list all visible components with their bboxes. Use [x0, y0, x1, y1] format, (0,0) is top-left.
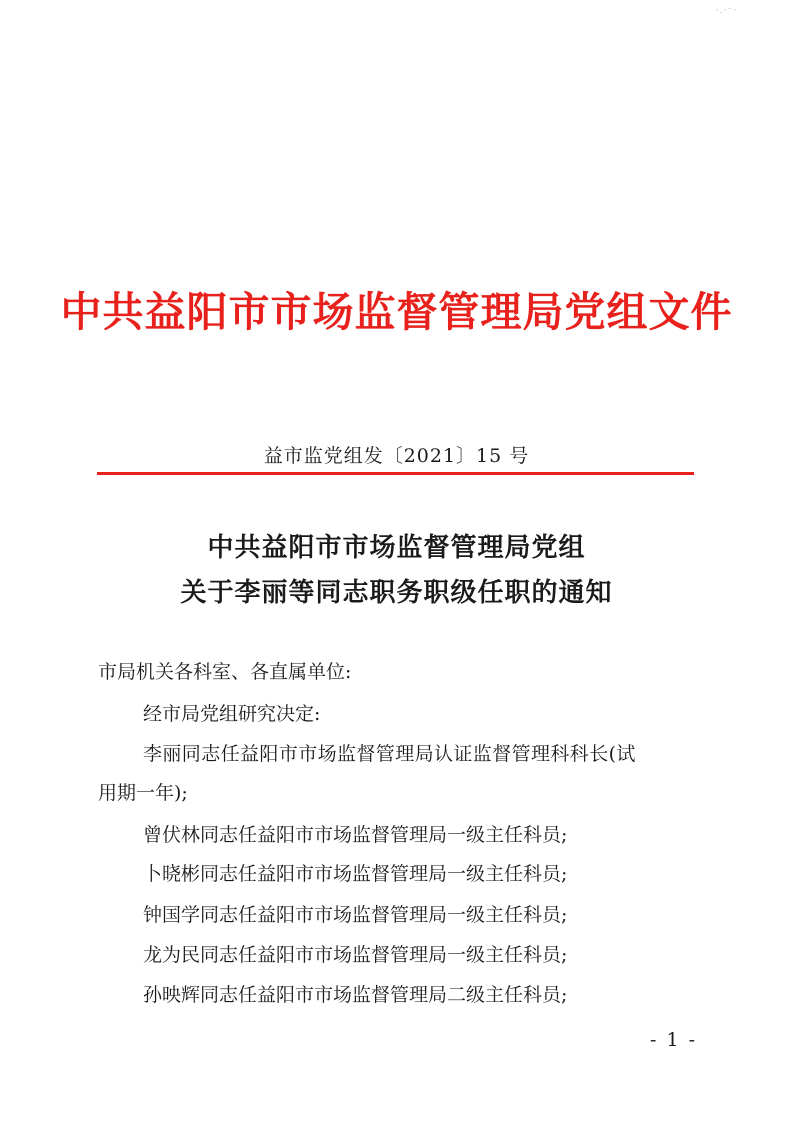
appointment-item-4: 钟国学同志任益阳市市场监督管理局一级主任科员; [143, 904, 568, 926]
document-header-title: 中共益阳市市场监督管理局党组文件 [60, 288, 733, 336]
scan-artifact: ·.·⁻· [716, 6, 738, 16]
appointment-item-3: 卜晓彬同志任益阳市市场监督管理局一级主任科员; [143, 863, 568, 885]
appointment-item-2: 曾伏林同志任益阳市市场监督管理局一级主任科员; [143, 824, 568, 846]
appointment-item-1-line-2: 用期一年); [98, 782, 188, 804]
appointment-item-5: 龙为民同志任益阳市市场监督管理局一级主任科员; [143, 944, 568, 966]
page-number: - 1 - [650, 1029, 698, 1051]
appointment-item-1-line-1: 李丽同志任益阳市市场监督管理局认证监督管理科科长(试 [143, 743, 636, 765]
notice-title-line-2: 关于李丽等同志职务职级任职的通知 [180, 578, 613, 608]
document-number: 益市监党组发〔2021〕15 号 [263, 445, 530, 467]
header-divider-rule [97, 472, 694, 475]
decision-intro: 经市局党组研究决定: [143, 703, 321, 725]
salutation: 市局机关各科室、各直属单位: [98, 661, 352, 683]
appointment-item-6: 孙映辉同志任益阳市市场监督管理局二级主任科员; [143, 984, 568, 1006]
notice-title-line-1: 中共益阳市市场监督管理局党组 [207, 533, 586, 563]
